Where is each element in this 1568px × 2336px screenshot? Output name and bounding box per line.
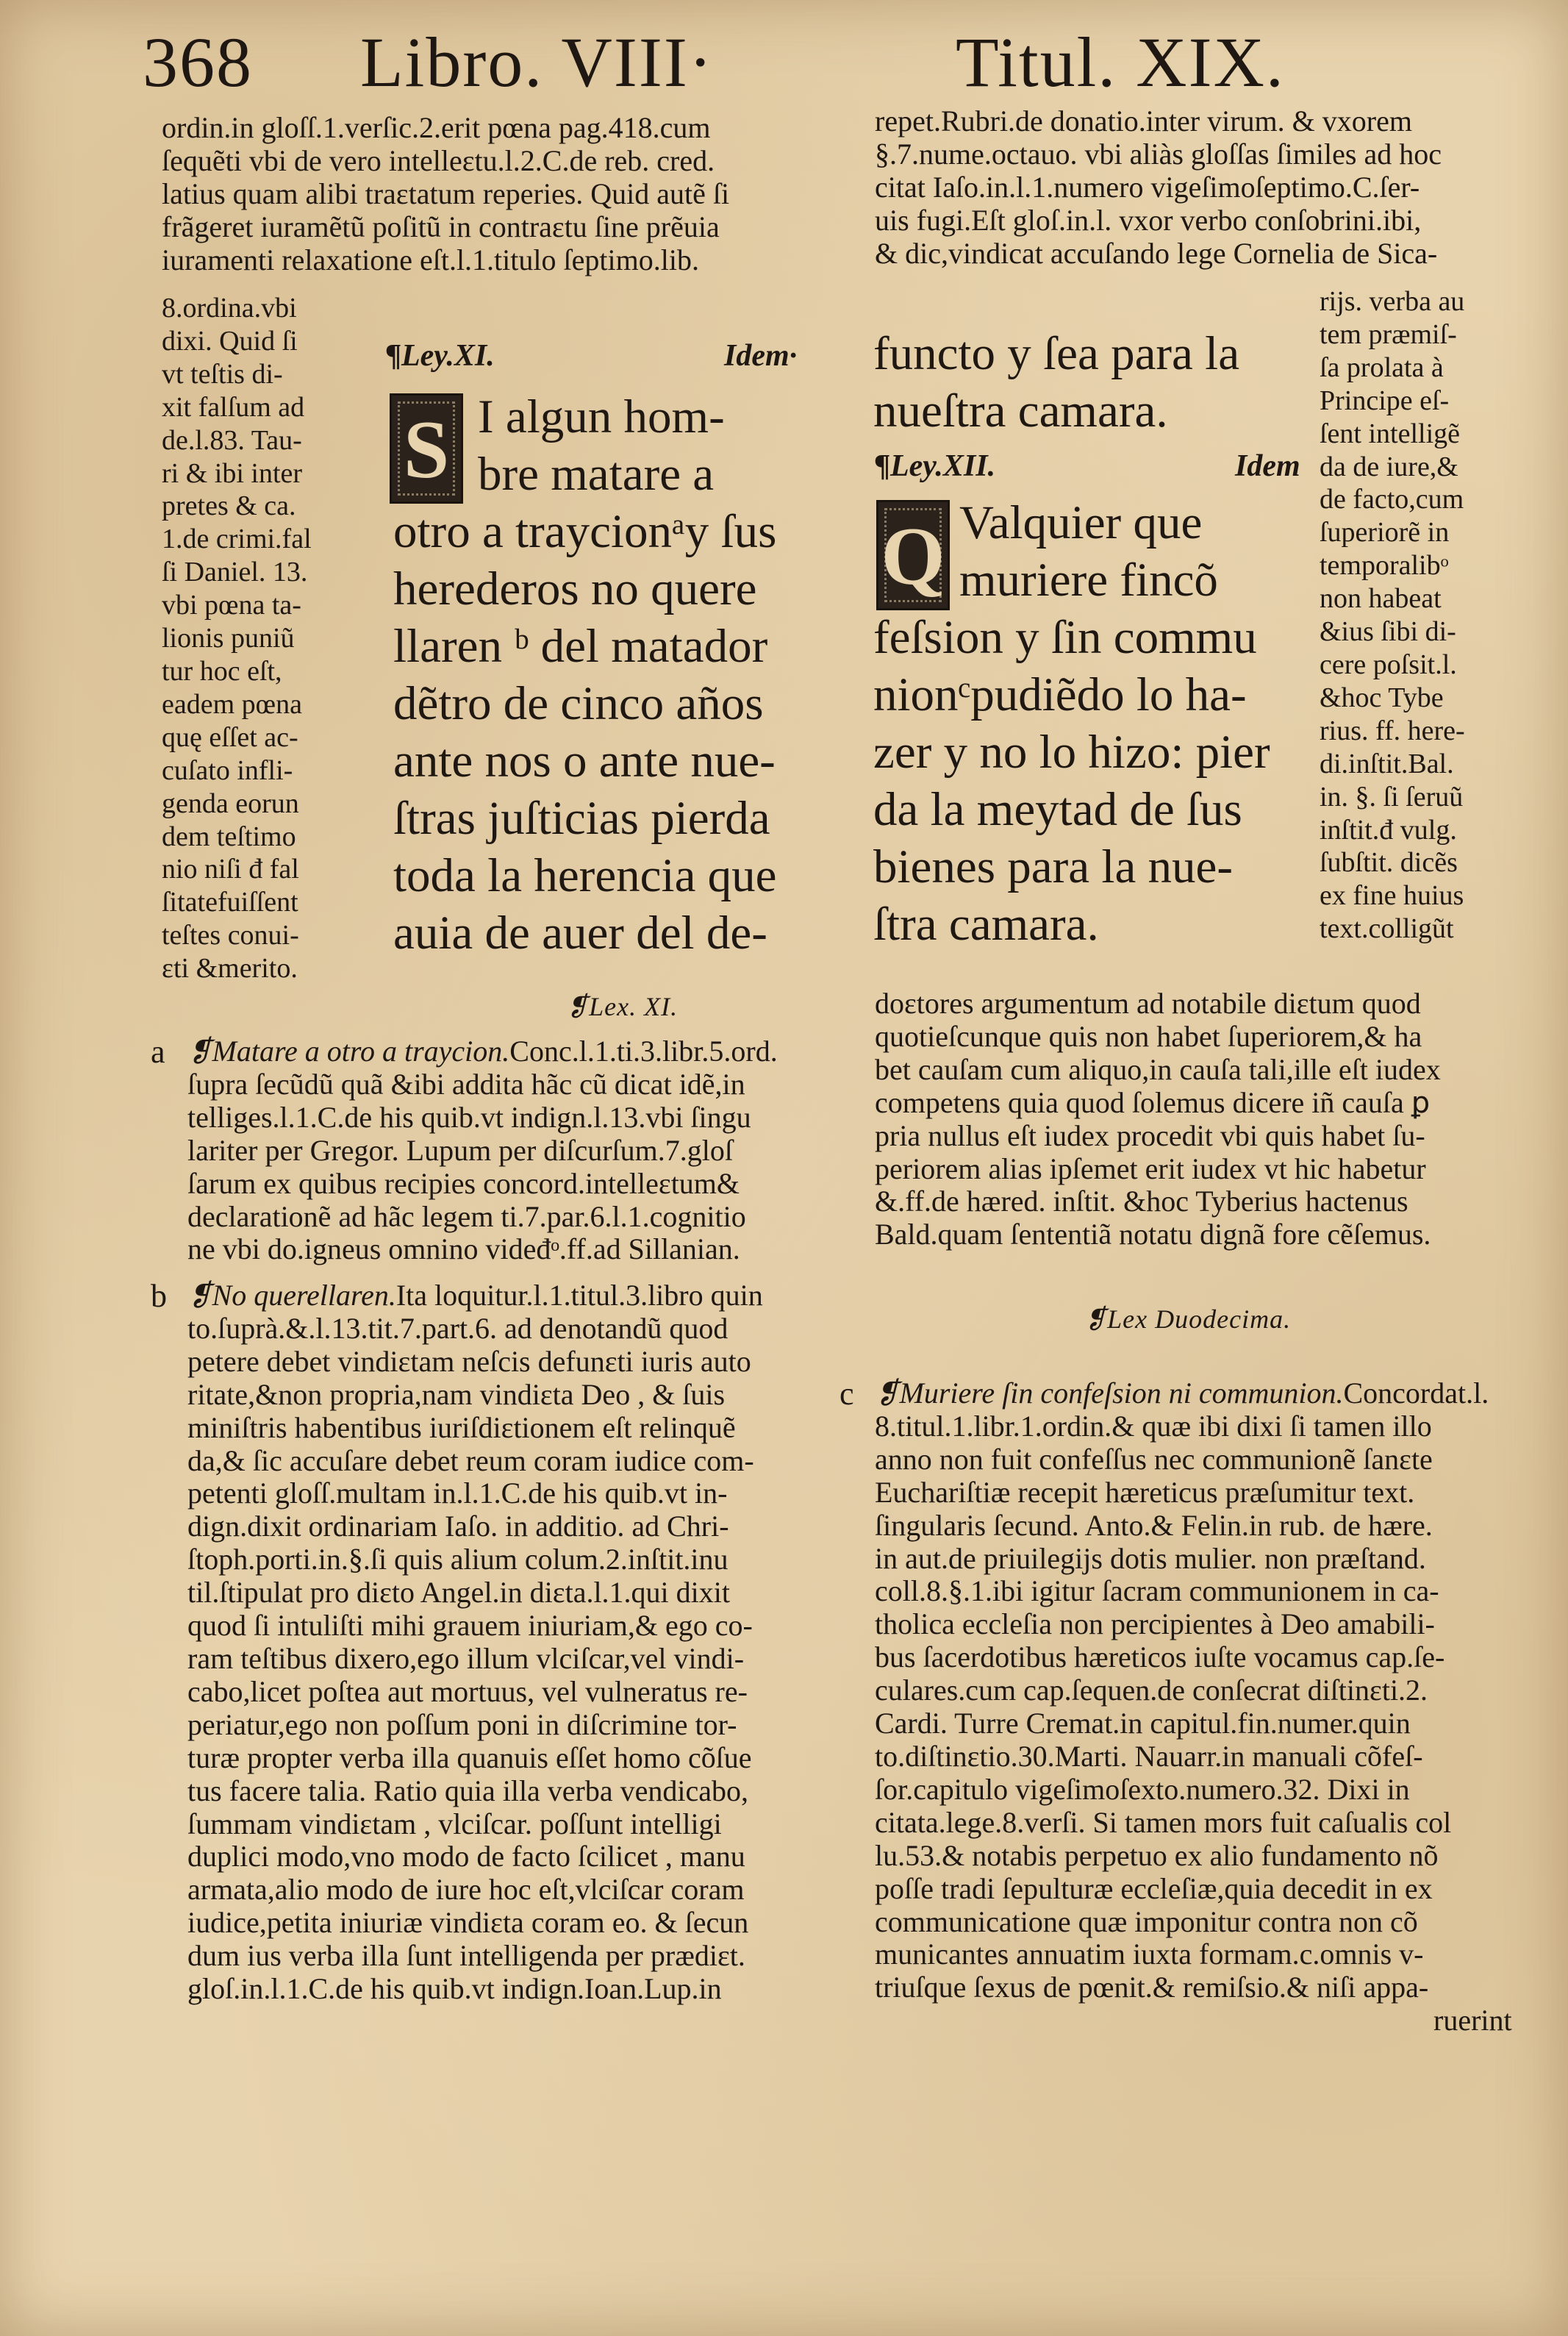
gloss-line: ex fine huius — [1320, 880, 1464, 912]
gloss-line: periatur,ego non poſſum poni in diſcrimine tor- — [187, 1707, 737, 1741]
drop-cap-letter: Q — [881, 511, 945, 602]
gloss-line: §.7.nume.octauo. vbi aliàs gloſſas ſimiles ad hoc — [875, 137, 1442, 171]
law-line: herederos no quere — [393, 562, 757, 615]
gloss-line: ſitatefuiſſent — [162, 887, 298, 918]
gloss-line: coll.8.§.1.ibi igitur ſacram communionem in ca- — [875, 1574, 1439, 1608]
gloss-line: ſi Daniel. 13. — [162, 557, 308, 588]
law-line: da la meytad de ſus — [873, 783, 1242, 836]
gloss-line: duplici modo,vno modo de facto ſcilicet , manu — [187, 1840, 745, 1874]
gloss-line: cere poſsit.l. — [1320, 649, 1457, 680]
law-line: feſsion y ſin commu — [873, 611, 1257, 664]
gloss-line: citat Iaſo.in.l.1.numero vigeſimoſeptimo.C.ſer- — [875, 170, 1420, 204]
gloss-line: iudice,petita iniuriæ vindiɛta coram eo. & ſecun — [187, 1906, 749, 1940]
gloss-line: bet cauſam cum aliquo,in cauſa tali,ille eſt iudex — [875, 1052, 1441, 1086]
gloss-line: tur hoc eſt, — [162, 655, 282, 687]
gloss-line: poſſe tradi ſepulturæ eccleſiæ,quia decedit in ex — [875, 1871, 1433, 1905]
gloss-line: in aut.de priuilegijs dotis mulier. non præſtand. — [875, 1541, 1426, 1575]
gloss-line: &ius ſibi di- — [1320, 616, 1456, 648]
gloss-line: teſtes conui- — [162, 920, 299, 951]
gloss-line: dum ius verba illa ſunt intelligenda per prædiɛt. — [187, 1939, 745, 1973]
law-line: nueſtra camara. — [873, 385, 1168, 437]
gloss-line: vt teſtis di- — [162, 358, 283, 390]
gloss-line: ram teſtibus dixero,ego illum vlciſcar,vel vindi- — [187, 1641, 745, 1675]
drop-cap-letter: S — [403, 404, 450, 496]
gloss-line: petenti gloſſ.multam in.l.1.C.de his quib.vt in- — [187, 1476, 728, 1510]
gloss-line: repet.Rubri.de donatio.inter virum. & vxorem — [875, 104, 1412, 137]
gloss-line: de.l.83. Tau- — [162, 424, 302, 456]
gloss-line: competens quia quod ſolemus dicere iñ cauſa ꝑ — [875, 1085, 1431, 1119]
gloss-line: ſequẽti vbi de vero intelleɛtu.l.2.C.de reb. cred. — [162, 143, 715, 177]
law-line: bienes para la nue- — [873, 840, 1234, 893]
gloss-line: temporalibᵒ — [1320, 550, 1449, 582]
gloss-line: Ita loquitur.l.1.titul.3.libro quin — [395, 1279, 763, 1312]
gloss-line: bus ſacerdotibus hæreticos iuſte vocamus cap.ſe- — [875, 1640, 1445, 1674]
gloss-line: ſa prolata à — [1320, 351, 1444, 383]
gloss-line: lariter per Gregor. Lupum per diſcurſum.7.gloſ — [187, 1133, 734, 1167]
ley-xi-label: ¶Ley.XI. — [386, 339, 495, 373]
gloss-line: eadem pœna — [162, 688, 302, 720]
gloss-line: dem teſtimo — [162, 821, 296, 852]
gloss-line: 8.titul.1.libr.1.ordin.& quæ ibi dixi ſi tamen illo — [875, 1409, 1432, 1443]
gloss-line: declarationẽ ad hãc legem ti.7.par.6.l.1.cognitio — [187, 1199, 746, 1233]
gloss-line: xit falſum ad — [162, 391, 305, 423]
ley-xii-text — [873, 609, 1270, 953]
gloss-line: uis fugi.Eſt gloſ.in.l. vxor verbo conſobrini.ibi, — [875, 203, 1422, 237]
gloss-line: non habeat — [1320, 583, 1442, 615]
gloss-line: tus facere talia. Ratio quia illa verba vendicabo, — [187, 1774, 749, 1807]
gloss-line: quotieſcunque quis non habet ſuperiorem,& ha — [875, 1019, 1422, 1053]
gloss-line: Euchariſtiæ recepit hæreticus præſumitur text. — [875, 1475, 1415, 1509]
gloss-lemma-line — [187, 1035, 778, 1068]
margin-letter-a: a — [151, 1034, 165, 1070]
title-heading: Titul. XIX. — [956, 23, 1285, 101]
gloss-lemma-line — [187, 1279, 763, 1312]
ley-xii-text-indented — [959, 494, 1218, 609]
drop-cap-q — [876, 500, 950, 610]
page-number: 368 — [143, 23, 253, 101]
gloss-line: to.diſtinɛtio.30.Marti. Nauarr.in manuali cõfeſ- — [875, 1739, 1423, 1773]
gloss-line: Cardi. Turre Cremat.in capitul.fin.numer.quin — [875, 1707, 1411, 1740]
law-line: toda la herencia que — [393, 849, 777, 902]
drop-cap-s — [390, 393, 463, 504]
gloss-left-narrow — [162, 292, 312, 985]
gloss-line: anno non fuit confeſſus nec communionẽ ſanɛte — [875, 1442, 1433, 1476]
gloss-line: text.colligũt — [1320, 913, 1454, 945]
gloss-line: turæ propter verba illa quanuis eſſet homo cõſue — [187, 1740, 752, 1774]
gloss-line: cabo,licet poſtea aut mortuus, vel vulneratus re- — [187, 1674, 748, 1708]
gloss-line: de facto,cum — [1320, 484, 1464, 515]
book-heading: Libro. VIII· — [360, 23, 714, 101]
law-line: llaren ᵇ del matador — [393, 620, 768, 673]
law-line: ante nos o ante nue- — [393, 735, 776, 787]
margin-letter-b: b — [151, 1278, 167, 1314]
law-line: nionᶜpudiẽdo lo ha- — [873, 668, 1247, 721]
gloss-lemma: ❡Matare a otro a traycion. — [187, 1035, 510, 1068]
gloss-line: &hoc Tybe — [1320, 682, 1444, 713]
gloss-line: 1.de crimi.fal — [162, 524, 312, 555]
gloss-line: nio niſi đ fal — [162, 854, 299, 885]
gloss-top-left — [162, 112, 729, 277]
gloss-line: municantes annuatim iuxta formam.c.omnis v- — [875, 1937, 1424, 1971]
gloss-line: genda eorun — [162, 787, 299, 819]
gloss-line: ſubſtit. dicẽs — [1320, 847, 1458, 879]
law-line: bre matare a — [478, 448, 715, 501]
gloss-line: ruerint — [1433, 2004, 1512, 2037]
gloss-line: ordin.in gloſſ.1.verſic.2.erit pœna pag.418.cum — [162, 111, 711, 144]
law-line: auia de auer del de- — [393, 907, 767, 960]
gloss-line: ne vbi do.igneus omnino videđᵒ.ff.ad Sillanian. — [187, 1232, 740, 1266]
gloss-line: til.ſtipulat pro diɛto Angel.in diɛta.l.1.qui dixit — [187, 1576, 731, 1610]
gloss-line: to.ſuprà.&.l.13.tit.7.part.6. ad denotandũ quod — [187, 1311, 728, 1345]
gloss-right-mid — [875, 987, 1441, 1251]
gloss-line: rijs. verba au — [1320, 286, 1465, 317]
gloss-line: culares.cum cap.ſequen.de conſecrat diſtinɛti.2. — [875, 1674, 1428, 1707]
gloss-line: ri & ibi inter — [162, 457, 303, 489]
gloss-line: ſtoph.porti.in.§.ſi quis alium colum.2.inſtit.inu — [187, 1543, 728, 1576]
gloss-line: triuſque ſexus de pœnit.& remiſsio.& niſi appa- — [875, 1971, 1429, 2004]
gloss-line: frãgeret iuramẽtũ poſitũ in contraɛtu ſine prẽuia — [162, 210, 720, 243]
law-line: functo y ſea para la — [873, 327, 1240, 380]
gloss-line: dixi. Quid ſi — [162, 325, 298, 357]
gloss-line: ɛti &merito. — [162, 953, 298, 985]
gloss-line: 8.ordina.vbi — [162, 293, 297, 324]
gloss-line: tholica eccleſia non percipientes à Deo amabili- — [875, 1607, 1435, 1641]
gloss-line: pria nullus eſt iudex procedit vbi quis habet ſu- — [875, 1118, 1425, 1152]
ley-xi-text-indented — [478, 388, 725, 503]
gloss-line: ſummam vindiɛtam , vlciſcar. poſſunt intelligi — [187, 1807, 722, 1840]
gloss-line: da de iure,& — [1320, 451, 1458, 482]
gloss-line: citata.lege.8.verſi. Si tamen mors fuit caſualis col — [875, 1805, 1452, 1839]
gloss-line: & dic,vindicat accuſando lege Cornelia de Sica- — [875, 236, 1438, 270]
gloss-line: ſuperiorẽ in — [1320, 517, 1450, 549]
lex-xii-heading: ❡Lex Duodecima. — [1084, 1304, 1292, 1334]
gloss-top-right — [875, 105, 1442, 271]
gloss-line: iuramenti relaxatione eſt.l.1.titulo ſeptimo.lib. — [162, 243, 699, 276]
gloss-line: vbi pœna ta- — [162, 590, 301, 621]
ley-xi-continuation — [873, 325, 1239, 440]
law-line: ſtra camara. — [873, 898, 1099, 951]
gloss-line: dign.dixit ordinariam Iaſo. in additio. ad Chri- — [187, 1510, 729, 1543]
ley-xii-idem: Idem — [1235, 449, 1300, 483]
law-line: zer y no lo hizo: pier — [873, 726, 1270, 779]
gloss-right-narrow — [1320, 285, 1465, 946]
gloss-b — [187, 1279, 763, 2006]
gloss-line: doɛtores argumentum ad notabile diɛtum quod — [875, 987, 1421, 1020]
gloss-line: ritate,&non propria,nam vindiɛta Deo , & ſuis — [187, 1377, 726, 1411]
law-line: otro a traycionᵃy ſus — [393, 505, 777, 558]
ley-xii-label: ¶Ley.XII. — [875, 449, 996, 483]
gloss-line: latius quam alibi traɛtatum reperies. Quid autẽ ſi — [162, 176, 730, 210]
gloss-c — [875, 1377, 1512, 2037]
ley-xi-text — [393, 503, 777, 962]
gloss-line: Principe eſ- — [1320, 385, 1450, 416]
gloss-line: ſent intelligẽ — [1320, 418, 1461, 449]
gloss-line: ſupra ſecũdũ quã &ibi addita hãc cũ dicat idẽ,in — [187, 1067, 745, 1101]
gloss-line: in. §. ſi ſeruũ — [1320, 781, 1464, 812]
gloss-line: da,& ſic accuſare debet reum coram iudice com- — [187, 1443, 754, 1477]
gloss-line: rius. ff. here- — [1320, 715, 1465, 746]
gloss-lemma: ❡Muriere ſin confeſsion ni communion. — [875, 1376, 1344, 1410]
gloss-line: periorem alias ipſemet erit iudex vt hic habetur — [875, 1151, 1426, 1185]
gloss-line: cuſato infli- — [162, 754, 293, 786]
gloss-line: quę eſſet ac- — [162, 721, 298, 753]
gloss-line: quod ſi intuliſti mihi grauem iniuriam,& ego co- — [187, 1609, 753, 1643]
law-line: Valquier que — [959, 496, 1203, 549]
law-line: muriere fincõ — [959, 554, 1218, 607]
gloss-line: inſtit.đ vulg. — [1320, 814, 1457, 846]
gloss-lemma: ❡No querellaren. — [187, 1279, 396, 1312]
ley-xi-idem: Idem· — [724, 339, 798, 373]
gloss-line: gloſ.in.l.1.C.de his quib.vt indign.Ioan.Lup.in — [187, 1972, 722, 2006]
gloss-a — [187, 1035, 778, 1266]
gloss-line: armata,alio modo de iure hoc eſt,vlciſcar coram — [187, 1873, 745, 1907]
gloss-line: ſingularis ſecund. Anto.& Felin.in rub. de hære. — [875, 1508, 1433, 1542]
gloss-line: petere debet vindiɛtam neſcis defunɛti iuris auto — [187, 1344, 751, 1378]
gloss-line: Conc.l.1.ti.3.libr.5.ord. — [509, 1035, 778, 1068]
gloss-line: miniſtris habentibus iuriſdiɛtionem eſt relinquẽ — [187, 1410, 736, 1444]
gloss-line: &.ff.de hæred. inſtit. &hoc Tyberius hactenus — [875, 1185, 1408, 1218]
gloss-line: ſor.capitulo vigeſimoſexto.numero.32. Dixi in — [875, 1772, 1410, 1806]
gloss-line: Bald.quam ſententiã notatu dignã fore cẽſemus. — [875, 1218, 1431, 1251]
margin-letter-c: c — [840, 1376, 854, 1412]
gloss-line: tem præmiſ- — [1320, 318, 1457, 350]
gloss-line: pretes & ca. — [162, 490, 296, 522]
gloss-line: telliges.l.1.C.de his quib.vt indign.l.13.vbi ſingu — [187, 1100, 751, 1134]
gloss-line: Concordat.l. — [1343, 1376, 1489, 1410]
gloss-line: communicatione quæ imponitur contra non cõ — [875, 1904, 1418, 1938]
gloss-line: lu.53.& notabis perpetuo ex alio fundamento nõ — [875, 1838, 1439, 1872]
gloss-line: ſarum ex quibus recipies concord.intelleɛtum& — [187, 1166, 740, 1200]
law-line: dẽtro de cinco años — [393, 677, 764, 730]
gloss-lemma-line — [875, 1377, 1512, 1410]
lex-xi-heading: ❡Lex. XI. — [566, 992, 679, 1021]
law-line: I algun hom- — [478, 390, 725, 443]
gloss-line: lionis puniũ — [162, 623, 295, 654]
law-line: ſtras juſticias pierda — [393, 792, 770, 845]
gloss-line: di.inſtit.Bal. — [1320, 748, 1454, 779]
